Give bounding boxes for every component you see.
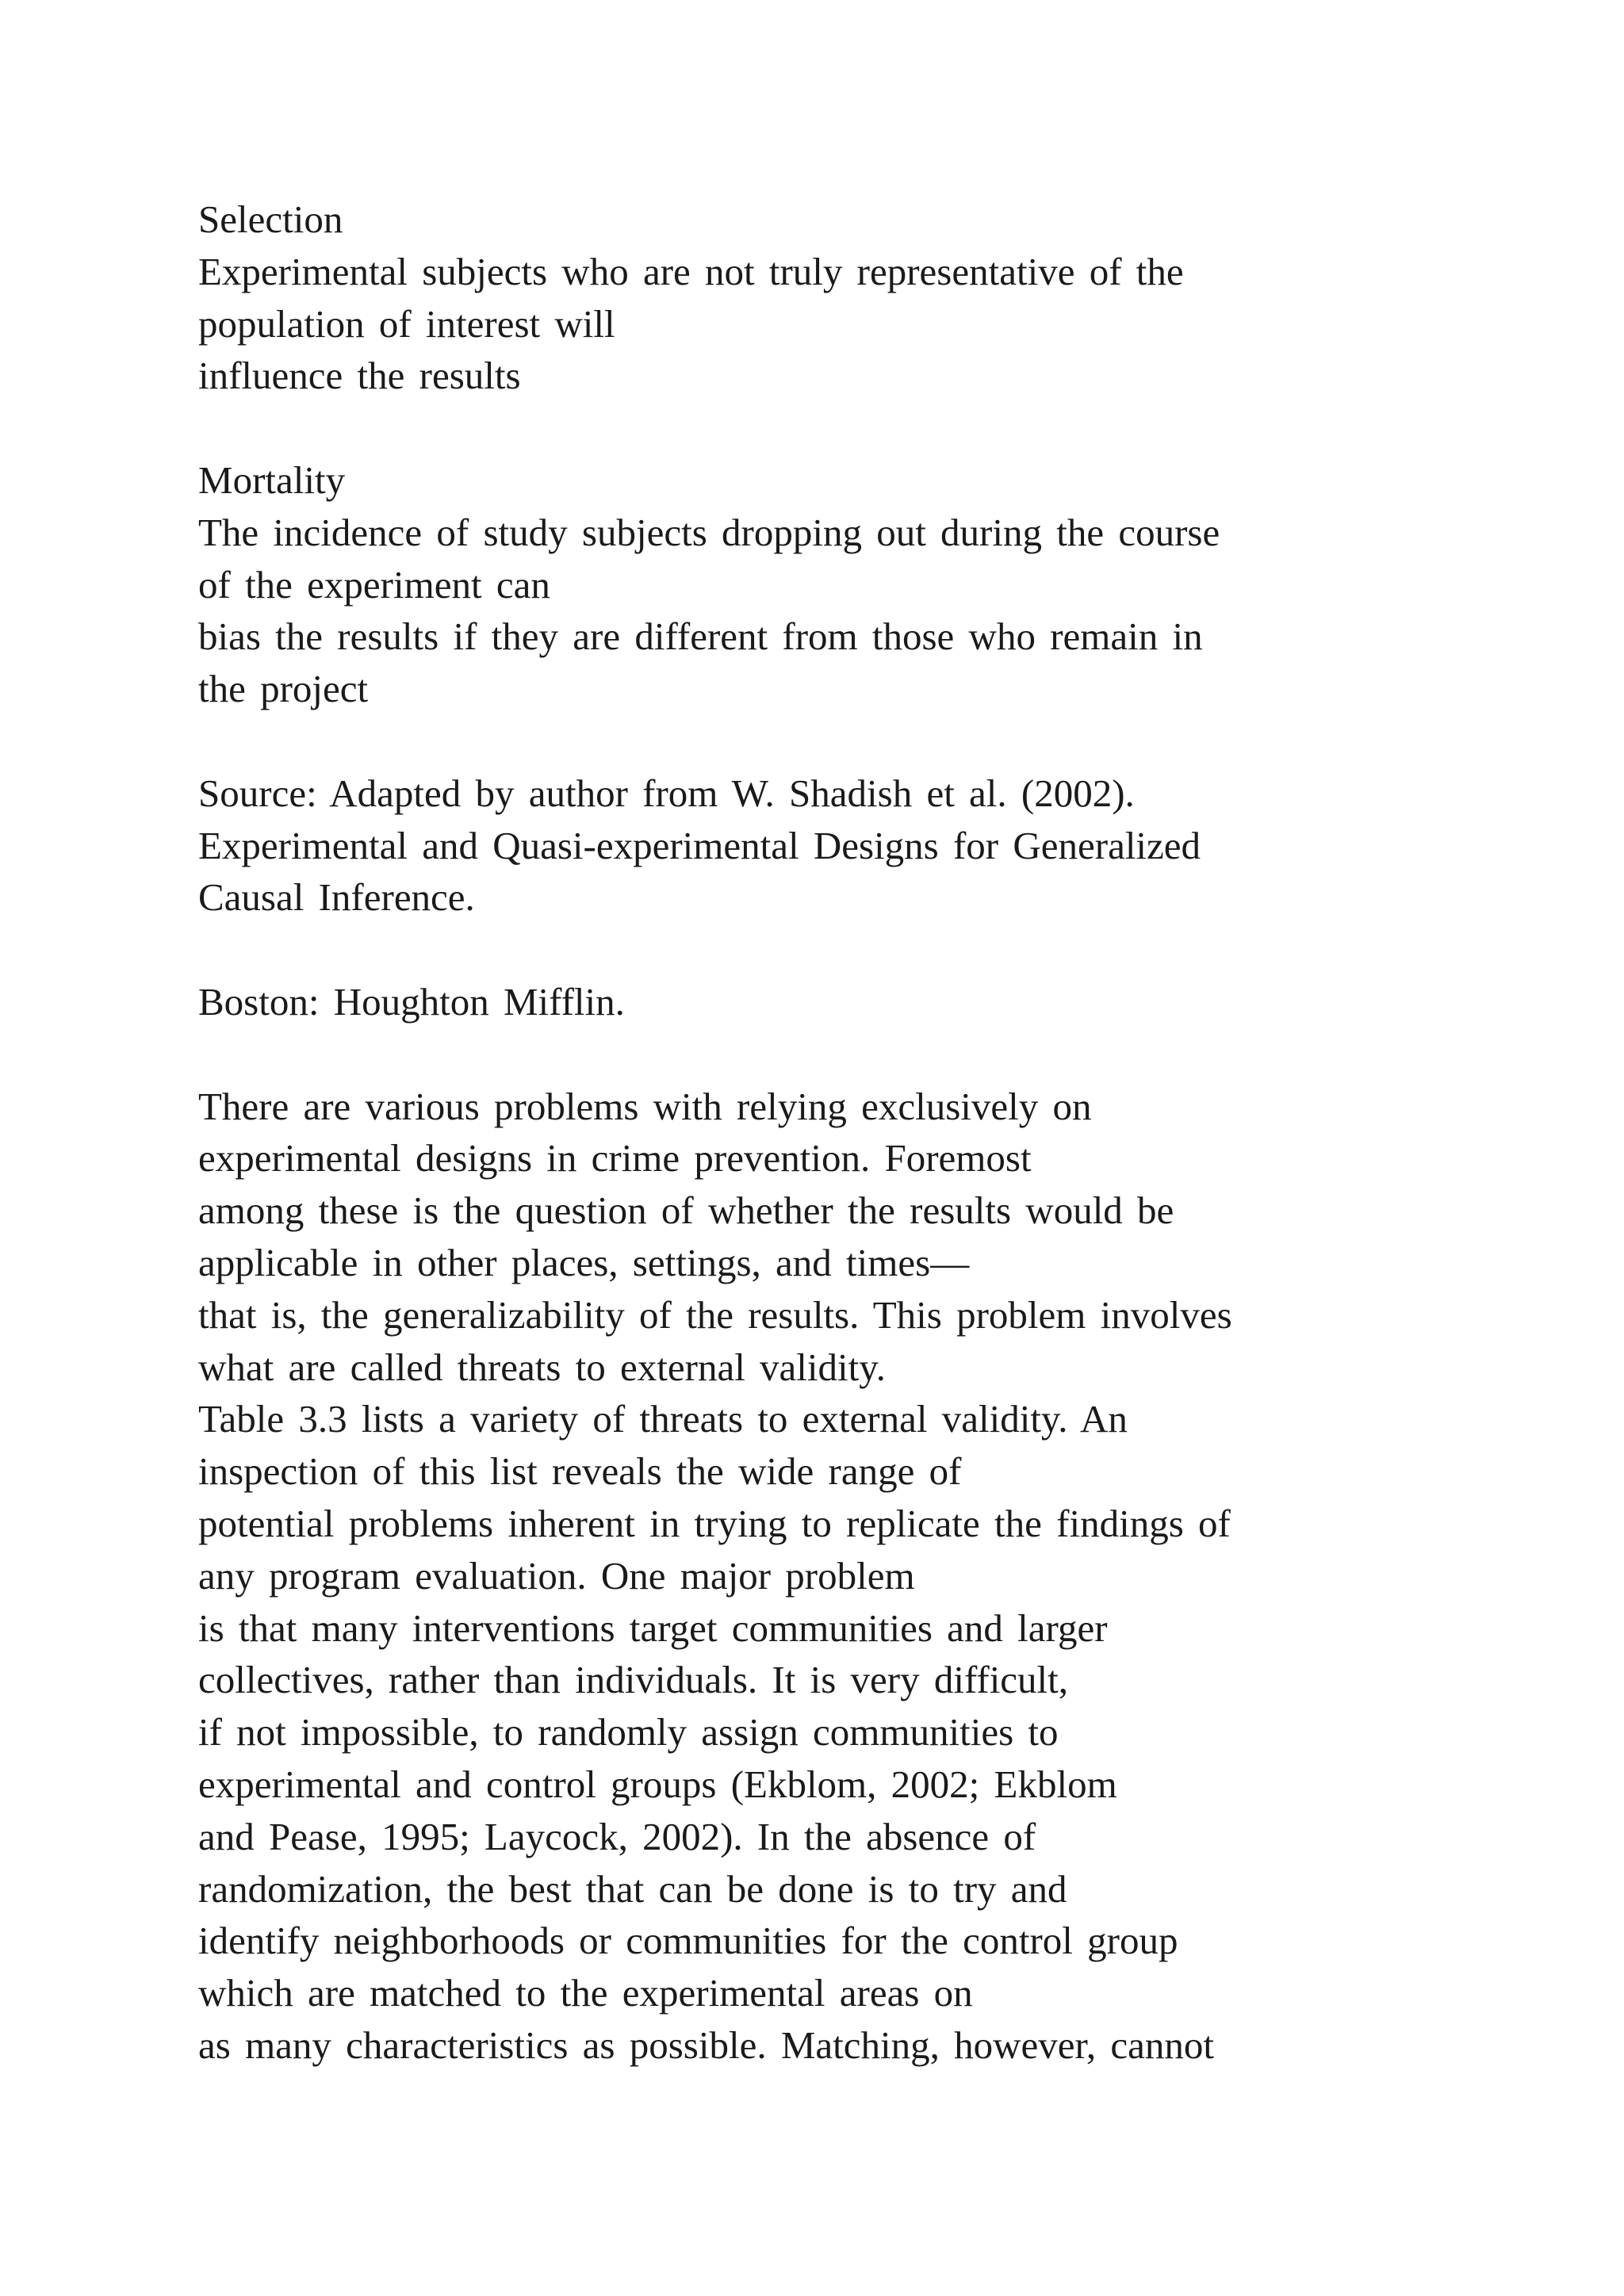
paragraph-line: collectives, rather than individuals. It is very difficult,: [198, 1658, 1069, 1702]
heading-selection: Selection: [198, 197, 343, 241]
heading-mortality: Mortality: [198, 457, 346, 502]
text-line: of the experiment can: [198, 562, 550, 607]
paragraph-line: if not impossible, to randomly assign communities to: [198, 1710, 1059, 1755]
paragraph-line: as many characteristics as possible. Matching, however, cannot: [198, 2022, 1214, 2067]
text-line: population of interest will: [198, 301, 615, 346]
paragraph-line: inspection of this list reveals the wide range of: [198, 1449, 962, 1494]
paragraph-line: any program evaluation. One major problem: [198, 1553, 915, 1598]
source-line: Source: Adapted by author from W. Shadish et al. (2002).: [198, 771, 1135, 815]
source-line: Causal Inference.: [198, 875, 475, 920]
paragraph-line: potential problems inherent in trying to replicate the findings of: [198, 1501, 1231, 1545]
source-line: Experimental and Quasi-experimental Designs for Generalized: [198, 823, 1201, 867]
blank-line: [198, 402, 1546, 454]
text-line: the project: [198, 667, 369, 711]
paragraph-line: applicable in other places, settings, and times—: [198, 1240, 970, 1284]
paragraph-line: experimental and control groups (Ekblom, 2002; Ekblom: [198, 1762, 1117, 1806]
paragraph-line: identify neighborhoods or communities for the control group: [198, 1919, 1178, 1963]
paragraph-line: Table 3.3 lists a variety of threats to external validity. An: [198, 1397, 1128, 1441]
source-publisher: Boston: Houghton Mifflin.: [198, 979, 625, 1024]
blank-line: [198, 715, 1546, 767]
blank-line: [198, 1028, 1546, 1081]
paragraph-line: what are called threats to external validity.: [198, 1345, 886, 1389]
paragraph-line: which are matched to the experimental areas on: [198, 1971, 973, 2015]
text-line: The incidence of study subjects dropping out during the course: [198, 510, 1220, 554]
paragraph-line: randomization, the best that can be done is to try and: [198, 1866, 1067, 1911]
paragraph-line: among these is the question of whether the results would be: [198, 1188, 1174, 1233]
text-line: influence the results: [198, 354, 521, 398]
paragraph-line: experimental designs in crime prevention. Foremost: [198, 1136, 1032, 1181]
paragraph-line: is that many interventions target communities and larger: [198, 1605, 1108, 1650]
text-line: bias the results if they are different from those who remain in: [198, 614, 1203, 659]
paragraph-line: that is, the generalizability of the results. This problem involves: [198, 1292, 1232, 1337]
paragraph-line: and Pease, 1995; Laycock, 2002). In the absence of: [198, 1814, 1036, 1858]
paragraph-line: There are various problems with relying exclusively on: [198, 1084, 1092, 1128]
document-body: [198, 193, 1546, 2072]
text-line: Experimental subjects who are not truly representative of the: [198, 249, 1184, 293]
blank-line: [198, 924, 1546, 976]
